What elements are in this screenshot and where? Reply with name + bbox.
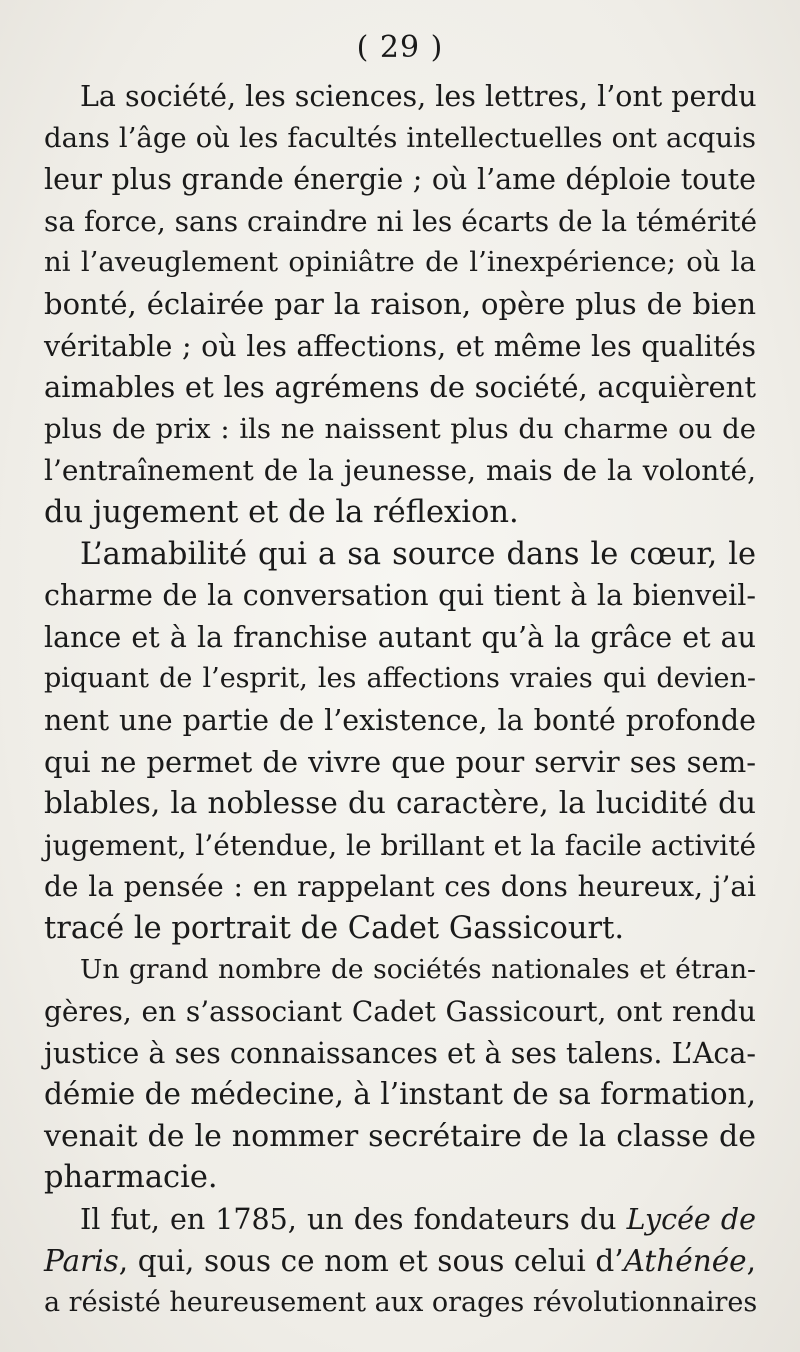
page-number: ( 29 )	[356, 30, 444, 65]
text-line: de la pensée : en rappelant ces dons heureux, j’ai	[44, 870, 756, 904]
text-line: blables, la noblesse du caractère, la lucidité du	[44, 786, 756, 821]
text-line: lance et à la franchise autant qu’à la grâce et au	[44, 620, 756, 654]
text-line: pharmacie.	[44, 1160, 218, 1196]
text-line: véritable ; où les affections, et même les qualités	[44, 329, 756, 363]
text-line: qui ne permet de vivre que pour servir ses sem-	[44, 744, 756, 779]
text-line: tracé le portrait de Cadet Gassicourt.	[44, 910, 625, 946]
text-line	[44, 1241, 756, 1283]
italic-title: Lycée de	[626, 1203, 756, 1237]
text-line: l’entraînement de la jeunesse, mais de la volonté,	[44, 454, 756, 488]
text-line: piquant de l’esprit, les affections vraies qui devien-	[44, 663, 756, 695]
text-line: bonté, éclairée par la raison, opère plus de bien	[44, 286, 756, 321]
text-fragment: , qui, sous ce nom et sous celui d’	[118, 1243, 624, 1278]
text-line: nent une partie de l’existence, la bonté profonde	[44, 703, 756, 737]
text-line: aimables et les agrémens de société, acquièrent	[44, 370, 756, 405]
text-fragment: Il fut, en 1785, un des fondateurs du	[80, 1203, 627, 1237]
text-line: démie de médecine, à l’instant de sa formation,	[44, 1077, 756, 1112]
text-line: Un grand nombre de sociétés nationales et étran-	[80, 954, 756, 986]
text-line: du jugement et de la réflexion.	[44, 494, 519, 530]
text-line: jugement, l’étendue, le brillant et la facile activité	[44, 828, 757, 862]
text-line: La société, les sciences, les lettres, l’ont perdu	[80, 80, 757, 113]
text-line: gères, en s’associant Cadet Gassicourt, ont rendu	[44, 995, 756, 1029]
text-fragment: ,	[746, 1243, 756, 1278]
text-line: charme de la conversation qui tient à la bienveil-	[44, 579, 756, 613]
text-line: plus de prix : ils ne naissent plus du charme ou de	[44, 412, 756, 445]
italic-title: Athénée	[623, 1243, 747, 1278]
text-line: ni l’aveuglement opiniâtre de l’inexpérience; où la	[44, 246, 756, 279]
text-line: venait de le nommer secrétaire de la classe de	[44, 1118, 756, 1154]
text-line: L’amabilité qui a sa source dans le cœur, le	[80, 536, 756, 572]
italic-title: Paris	[44, 1243, 119, 1278]
text-line: sa force, sans craindre ni les écarts de la témérité	[44, 204, 758, 238]
body-text	[44, 76, 756, 1324]
text-line	[44, 1199, 756, 1241]
text-line: leur plus grande énergie ; où l’ame déploie toute	[44, 163, 756, 197]
text-line: justice à ses connaissances et à ses talens. L’Aca-	[44, 1036, 756, 1070]
text-line: dans l’âge où les facultés intellectuelles ont acquis	[44, 121, 756, 154]
text-line: a résisté heureusement aux orages révolutionnaires	[44, 1287, 758, 1319]
